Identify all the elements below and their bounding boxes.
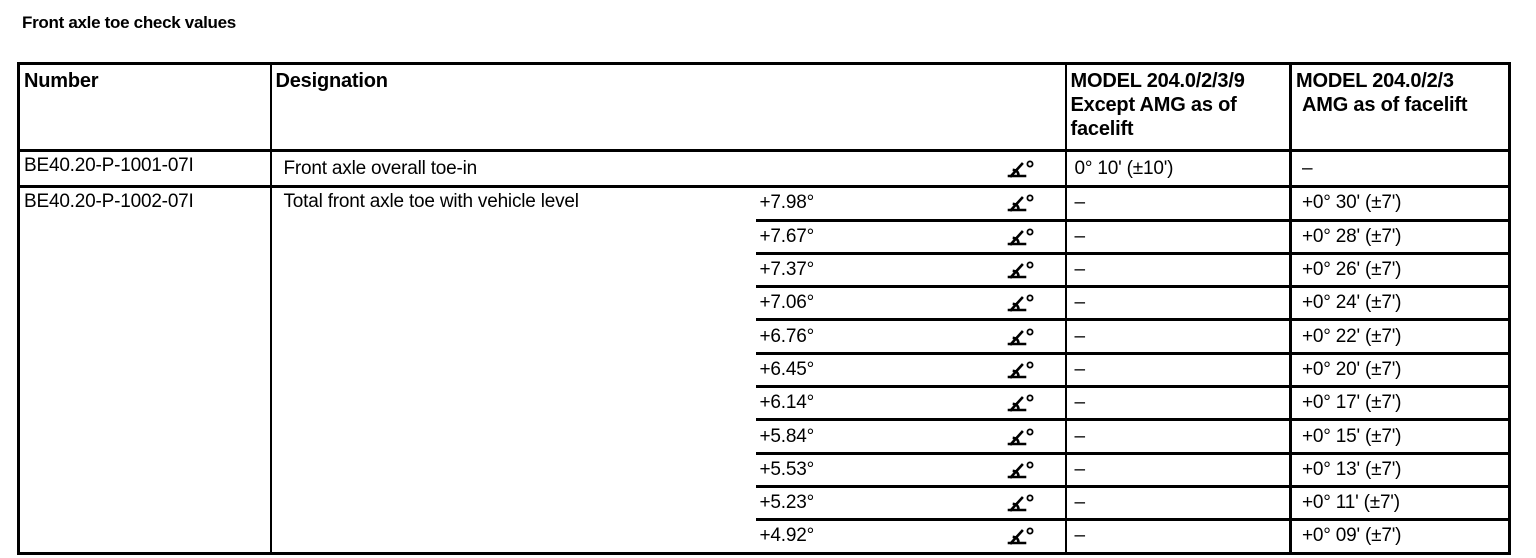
model-1-value: – [1066,287,1291,320]
unit-cell [1006,253,1066,286]
unit-cell [1006,453,1066,486]
level-value: +7.37° [756,253,1006,286]
table-row [19,151,1510,187]
unit-cell [1006,287,1066,320]
model-1-value: – [1066,453,1291,486]
unit-cell [1006,320,1066,353]
angle-degree-icon [1006,360,1036,380]
unit-cell [1006,520,1066,553]
angle-degree-icon [1006,193,1036,213]
model-2-value: +0° 11' (±7') [1291,486,1510,519]
level-value: +7.98° [756,187,1006,220]
model-1-value: – [1066,220,1291,253]
page-title: Front axle toe check values [22,13,236,32]
row1-model-2: – [1291,151,1510,187]
row1-unit [1006,151,1066,187]
level-value: +5.23° [756,486,1006,519]
header-designation: Designation [271,64,1066,151]
table-row [19,187,1510,220]
unit-cell [1006,486,1066,519]
header-model-1-line1: MODEL 204.0/2/3/9 [1070,70,1245,92]
level-value: +6.14° [756,387,1006,420]
header-model-1-line3: facelift [1070,118,1134,140]
angle-degree-icon [1006,526,1036,546]
model-1-value: – [1066,320,1291,353]
table-body [19,151,1510,554]
angle-degree-icon [1006,159,1036,179]
model-2-value: +0° 22' (±7') [1291,320,1510,353]
model-1-value: – [1066,520,1291,553]
angle-degree-icon [1006,427,1036,447]
toe-values-table [17,62,1511,555]
angle-degree-icon [1006,260,1036,280]
angle-degree-icon [1006,327,1036,347]
model-1-value: – [1066,253,1291,286]
group2-number: BE40.20-P-1002-07I [19,187,271,553]
angle-degree-icon [1006,293,1036,313]
unit-cell [1006,353,1066,386]
model-1-value: – [1066,353,1291,386]
level-value: +5.53° [756,453,1006,486]
model-2-value: +0° 09' (±7') [1302,525,1402,547]
level-value: +4.92° [759,525,814,547]
model-2-value: +0° 13' (±7') [1291,453,1510,486]
header-model-2-line2: AMG as of facelift [1302,94,1468,116]
angle-degree-icon [1006,460,1036,480]
row1-number: BE40.20-P-1001-07I [19,151,271,187]
model-2-value: +0° 20' (±7') [1291,353,1510,386]
level-value: +7.06° [756,287,1006,320]
level-value: +5.84° [756,420,1006,453]
unit-cell [1006,187,1066,220]
header-model-1 [1066,64,1291,151]
header-number: Number [19,64,271,151]
header-model-1-line2: Except AMG as of [1070,94,1237,116]
row1-designation: Front axle overall toe-in [271,151,1006,187]
level-value: +7.67° [756,220,1006,253]
header-model-2 [1291,64,1510,151]
model-1-value: – [1066,187,1291,220]
angle-degree-icon [1006,227,1036,247]
group2-designation: Total front axle toe with vehicle level [283,191,579,213]
header-model-2-line1: MODEL 204.0/2/3 [1296,70,1454,92]
model-1-value: – [1066,486,1291,519]
model-2-value: +0° 15' (±7') [1291,420,1510,453]
level-value: +6.76° [756,320,1006,353]
model-2-value: +0° 30' (±7') [1291,187,1510,220]
model-2-value: +0° 28' (±7') [1291,220,1510,253]
table-header-row [19,64,1510,151]
angle-degree-icon [1006,493,1036,513]
unit-cell [1006,387,1066,420]
model-2-value: +0° 26' (±7') [1291,253,1510,286]
unit-cell [1006,220,1066,253]
model-1-value: – [1066,387,1291,420]
model-2-value: +0° 17' (±7') [1291,387,1510,420]
model-2-value: +0° 24' (±7') [1291,287,1510,320]
level-value: +6.45° [756,353,1006,386]
angle-degree-icon [1006,393,1036,413]
unit-cell [1006,420,1066,453]
row1-model-1: 0° 10' (±10') [1066,151,1291,187]
model-1-value: – [1066,420,1291,453]
